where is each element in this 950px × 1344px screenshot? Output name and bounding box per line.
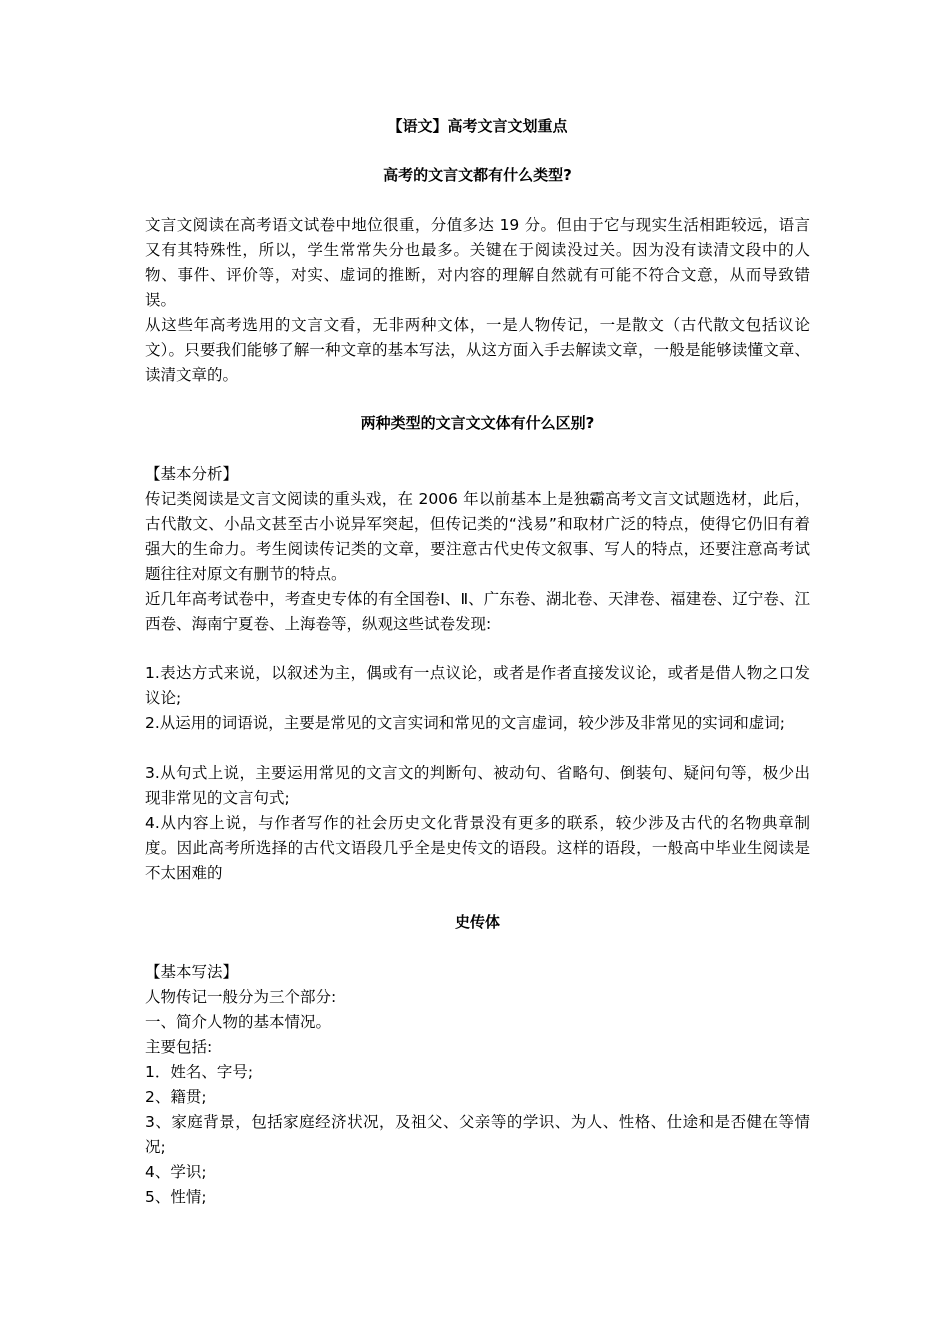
list-line: 4、学识; — [145, 1163, 207, 1181]
list-item: 4.从内容上说，与作者写作的社会历史文化背景没有更多的联系，较少涉及古代的名物典章制度。因此高考所选择的古代文语段几乎全是史传文的语段。这样的语段，一般高中毕业生阅读是不太困难的 — [145, 814, 810, 882]
list-line: 2、籍贯; — [145, 1088, 207, 1106]
list-line: 3、家庭背景，包括家庭经济状况，及祖父、父亲等的学识、为人、性格、仕途和是否健在等情况; — [145, 1113, 810, 1156]
paragraph-intro: 文言文阅读在高考语文试卷中地位很重，分值多达 19 分。但由于它与现实生活相距较远，语言又有其特殊性，所以，学生常常失分也最多。关键在于阅读没过关。因为没有读清文段中的人物、事件、评价等，对实、虚词的推断，对内容的理解自然就有可能不符合文意，从而导致错误。 — [145, 216, 810, 309]
list-line: 一、简介人物的基本情况。 — [145, 1013, 332, 1031]
section-heading-difference: 两种类型的文言文文体有什么区别? — [360, 414, 595, 432]
list-item: 1.表达方式来说，以叙述为主，偶或有一点议论，或者是作者直接发议论，或者是借人物之口发议论; — [145, 664, 810, 707]
list-line: 主要包括: — [145, 1038, 213, 1056]
paragraph-two-styles: 从这些年高考选用的文言文看，无非两种文体，一是人物传记，一是散文（古代散文包括议论文）。只要我们能够了解一种文章的基本写法，从这方面入手去解读文章，一般是能够读懂文章、读清文章的。 — [145, 316, 810, 384]
label-basic-analysis: 【基本分析】 — [145, 465, 239, 483]
paragraph-recent-exams: 近几年高考试卷中，考查史专体的有全国卷Ⅰ、Ⅱ、广东卷、湖北卷、天津卷、福建卷、辽宁卷、江西卷、海南宁夏卷、上海卷等，纵观这些试卷发现: — [145, 590, 810, 633]
list-item: 2.从运用的词语说，主要是常见的文言实词和常见的文言虚词，较少涉及非常见的实词和虚词; — [145, 714, 786, 732]
list-item: 3.从句式上说，主要运用常见的文言文的判断句、被动句、省略句、倒装句、疑问句等，极少出现非常见的文言句式; — [145, 764, 810, 807]
biography-structure-list — [145, 985, 810, 1210]
list-line: 1．姓名、字号; — [145, 1063, 254, 1081]
document-title: 【语文】高考文言文划重点 — [387, 117, 568, 135]
section-heading-types: 高考的文言文都有什么类型? — [383, 166, 572, 184]
label-basic-writing: 【基本写法】 — [145, 963, 239, 981]
paragraph-biography-reading: 传记类阅读是文言文阅读的重头戏，在 2006 年以前基本上是独霸高考文言文试题选材，此后，古代散文、小品文甚至古小说异军突起，但传记类的“浅易”和取材广泛的特点，使得它仍旧有着强大的生命力。考生阅读传记类的文章，要注意古代史传文叙事、写人的特点，还要注意高考试题往往对原文有删节的特点。 — [145, 490, 810, 583]
list-line: 5、性情; — [145, 1188, 207, 1206]
section-heading-historical-biography: 史传体 — [454, 913, 500, 931]
list-line: 人物传记一般分为三个部分: — [145, 988, 337, 1006]
